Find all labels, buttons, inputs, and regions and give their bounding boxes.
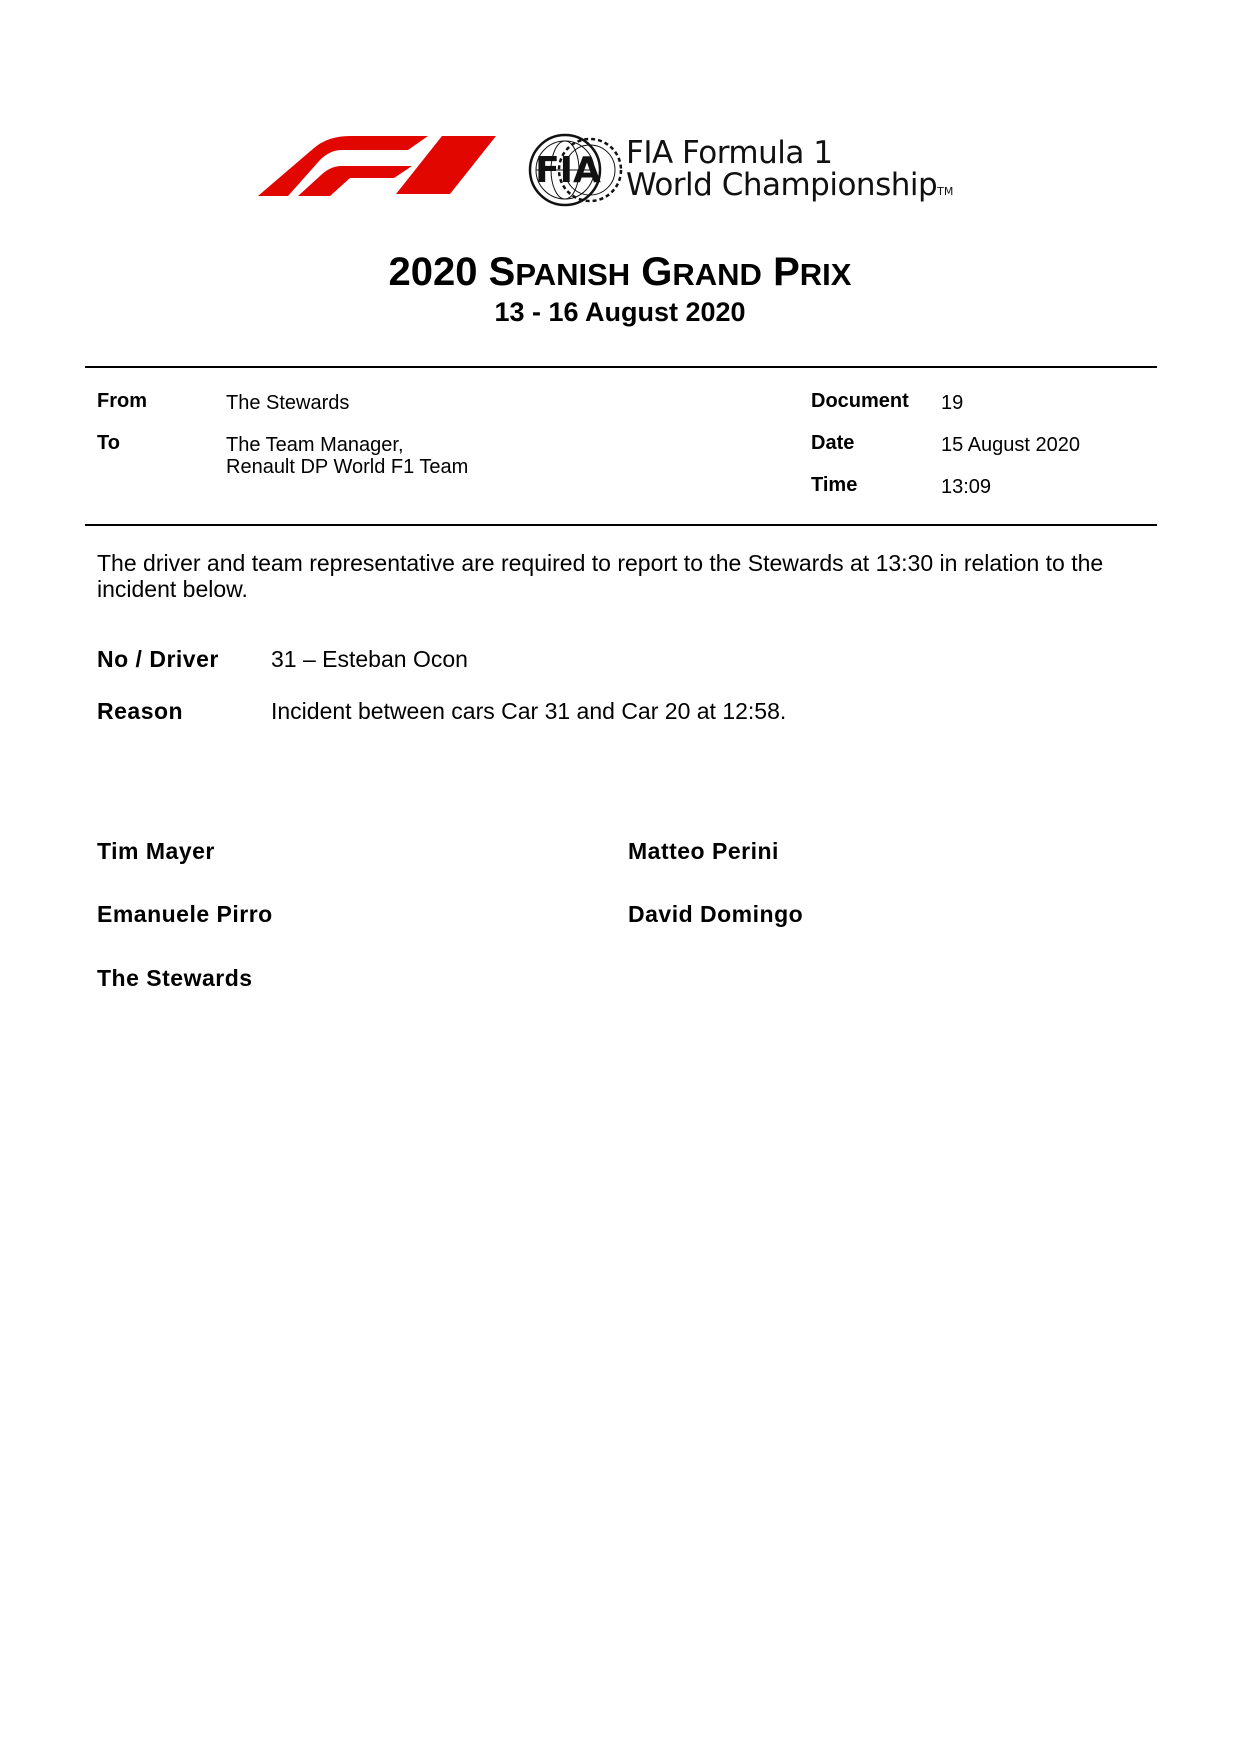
title-part: PANISH <box>515 257 631 292</box>
brand-line-2: World Championship <box>626 167 938 203</box>
f1-logo-icon <box>258 136 496 196</box>
from-label: From <box>97 390 147 412</box>
document-value: 19 <box>941 392 964 414</box>
event-title <box>0 250 1240 297</box>
from-value: The Stewards <box>226 392 350 414</box>
time-value: 13:09 <box>941 476 992 498</box>
reason-label: Reason <box>97 698 184 724</box>
document-label: Document <box>811 390 909 412</box>
brand-text <box>626 135 954 207</box>
trademark: TM <box>937 185 954 198</box>
brand-line-1: FIA Formula 1 <box>626 135 833 171</box>
to-value-line-2: Renault DP World F1 Team <box>226 456 469 478</box>
title-part: G <box>630 250 673 294</box>
steward-name: Emanuele Pirro <box>97 901 273 927</box>
steward-name: David Domingo <box>628 901 804 927</box>
event-dates: 13 - 16 August 2020 <box>494 297 746 327</box>
date-value: 15 August 2020 <box>941 434 1081 456</box>
svg-text:FIA: FIA <box>535 150 601 191</box>
title-part: RIX <box>799 257 852 292</box>
date-label: Date <box>811 432 855 454</box>
brand-line-2-wrap <box>626 167 954 207</box>
title-part: 2020 S <box>388 250 516 294</box>
driver-label: No / Driver <box>97 646 219 672</box>
steward-name: Matteo Perini <box>628 838 779 864</box>
f1-wordmark-graphic <box>258 128 628 218</box>
title-part: P <box>761 250 800 294</box>
top-divider <box>85 366 1157 368</box>
to-label: To <box>97 432 120 454</box>
reason-value: Incident between cars Car 31 and Car 20 at 12:58. <box>271 698 787 724</box>
bottom-divider <box>85 524 1157 526</box>
fia-f1-logo <box>258 128 1018 218</box>
time-label: Time <box>811 474 858 496</box>
summons-paragraph: The driver and team representative are required to report to the Stewards at 13:30 in relation to the incident below. <box>97 550 1104 602</box>
fia-roundel-icon <box>530 135 621 205</box>
closing-signature: The Stewards <box>97 965 253 991</box>
title-part: RAND <box>672 257 762 292</box>
driver-value: 31 – Esteban Ocon <box>271 646 468 672</box>
steward-name: Tim Mayer <box>97 838 215 864</box>
to-value-line-1: The Team Manager, <box>226 434 404 456</box>
